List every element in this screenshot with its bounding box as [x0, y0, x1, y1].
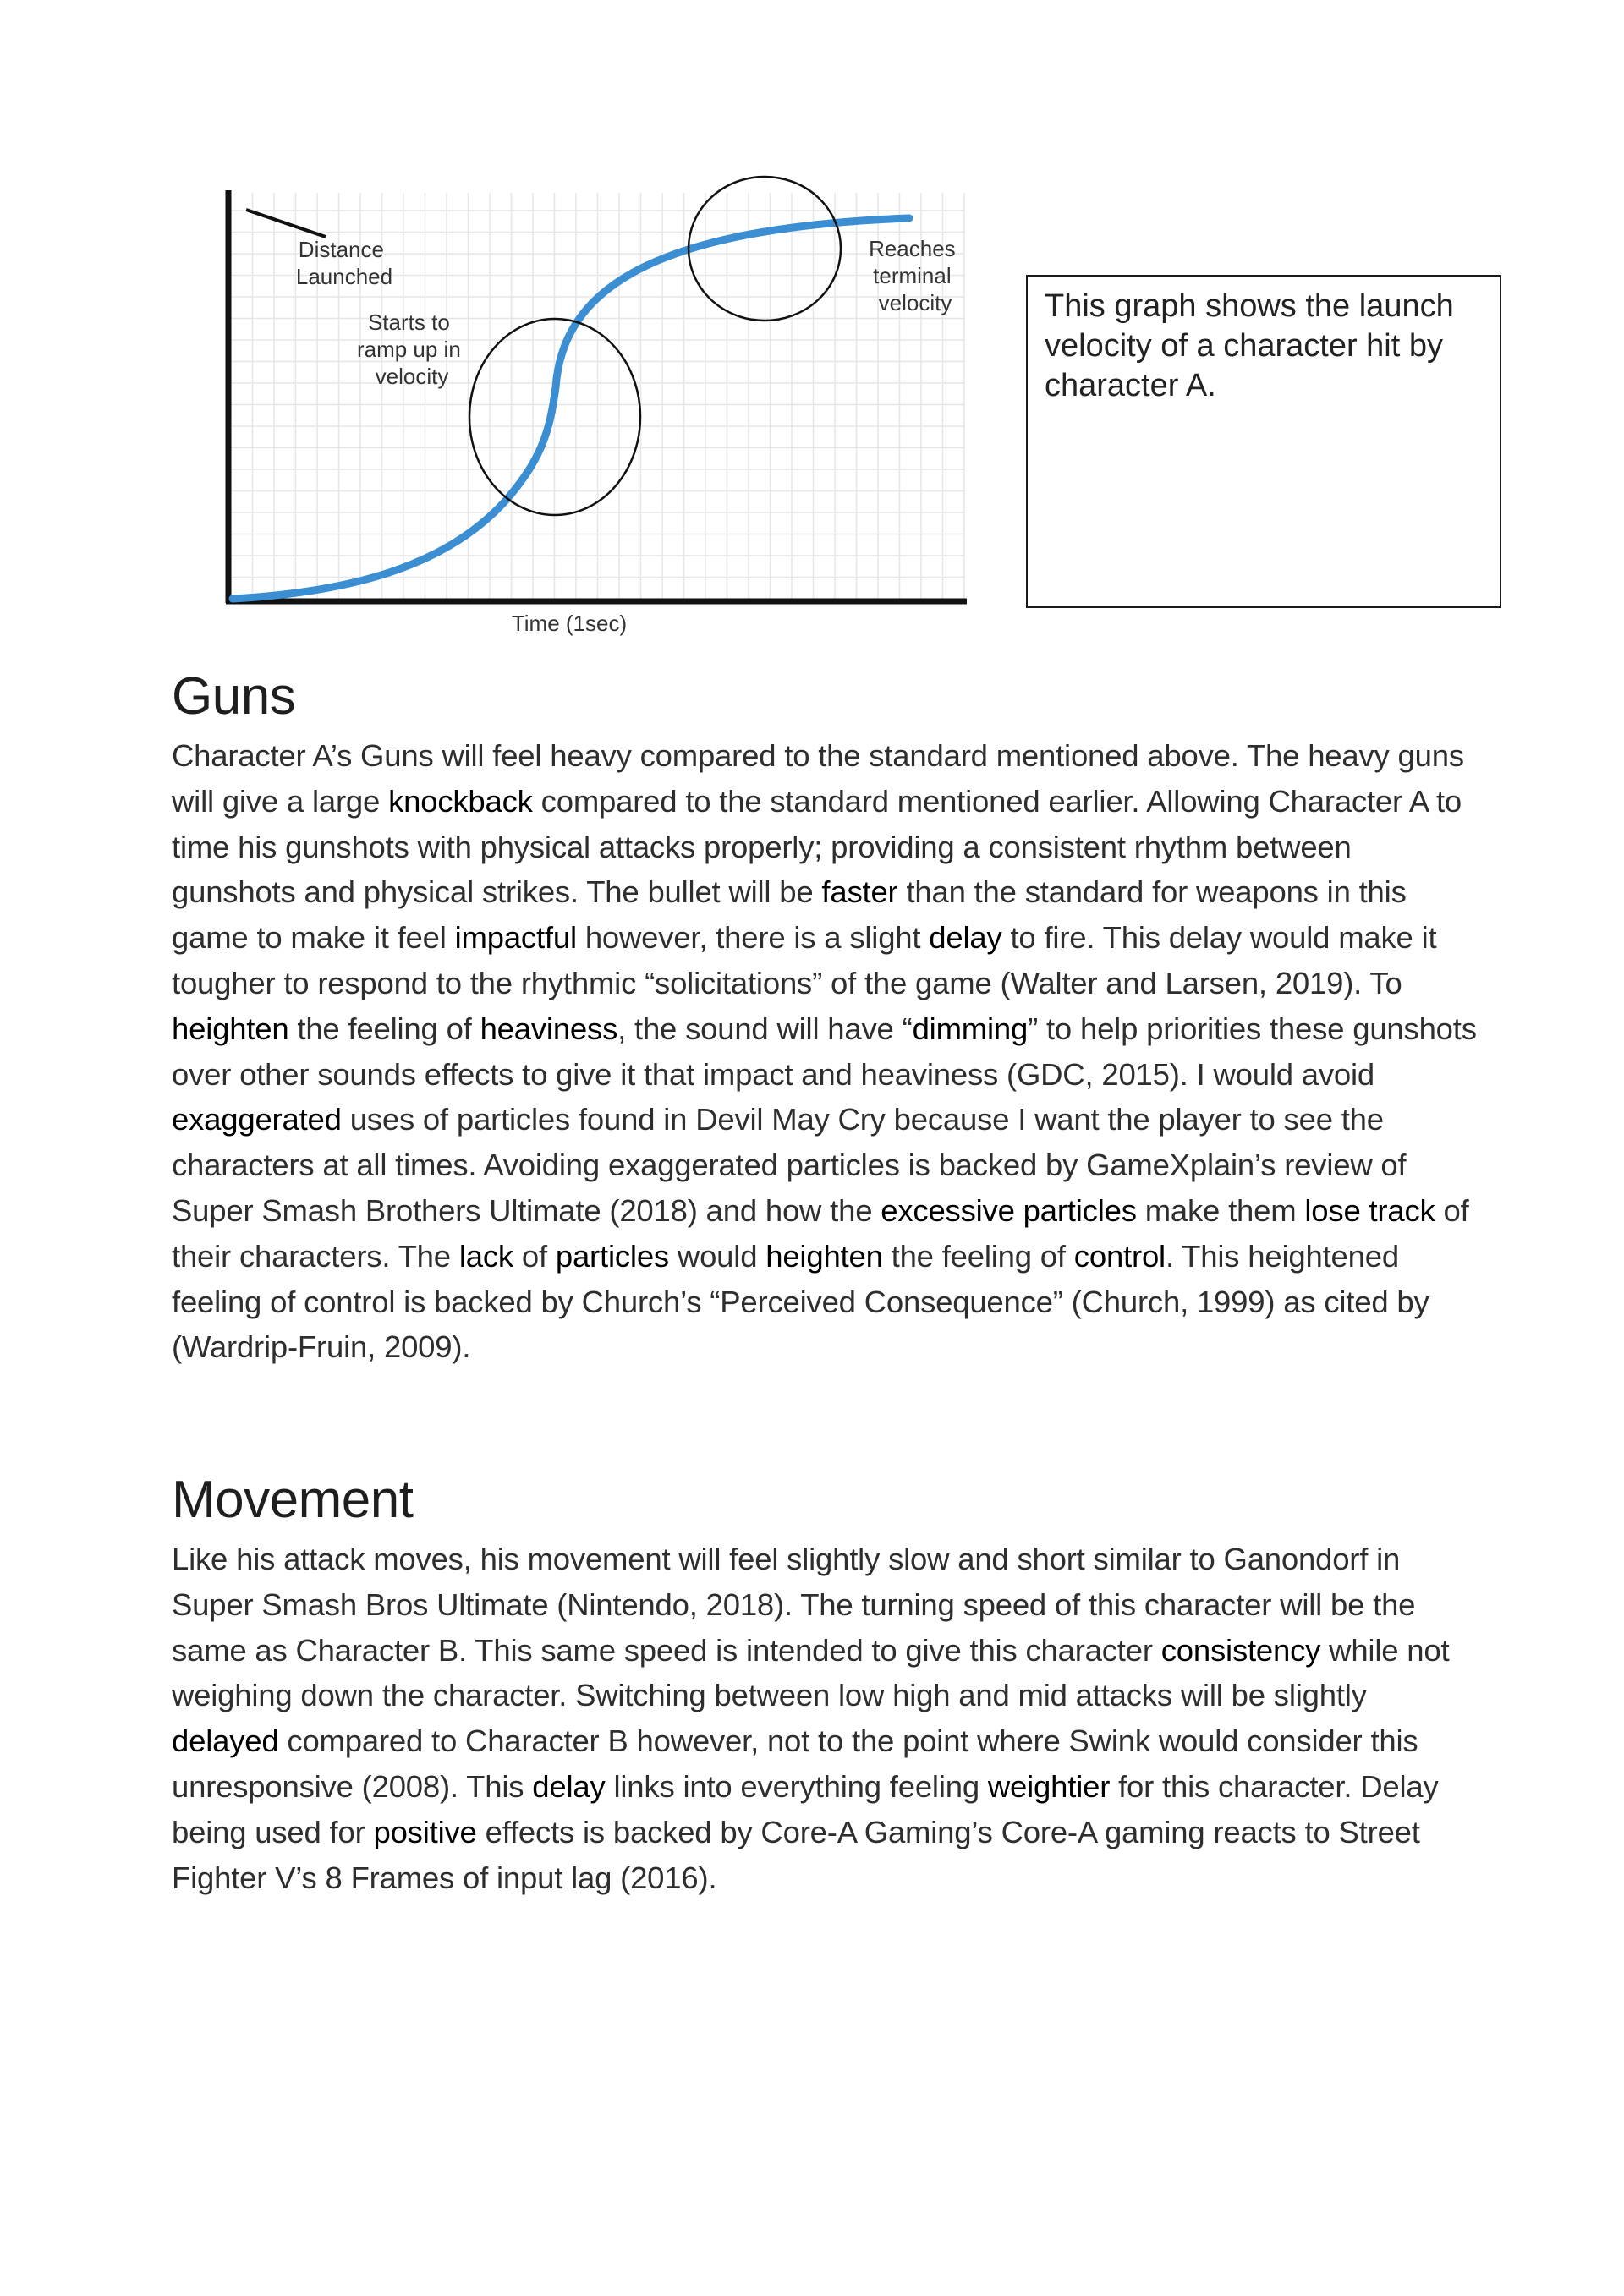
guns-paragraph: Character A’s Guns will feel heavy compared to the standard mentioned above. The heavy guns will give a large knockback compared to the standard mentioned earlier. Allowing Character A to time his gunshots with physical attacks properly; providing a consistent rhythm between gunshots and physical strikes. The bullet will be faster than the standard for weapons in this game to make it feel impactful however, there is a slight delay to fire. This delay would make it tougher to respond to the rhythmic “solicitations” of the game (Walter and Larsen, 2019). To heighten the feeling of heaviness, the sound will have “dimming” to help priorities these gunshots over other sounds effects to give it that impact and heaviness (GDC, 2015). I would avoid exaggerated uses of particles found in Devil May Cry because I want the player to see the characters at all times. Avoiding exaggerated particles is backed by GameXplain’s review of Super Smash Brothers Ultimate (2018) and how the excessive particles make them lose track of their characters. The lack of particles would heighten the feeling of control. This heightened feeling of control is backed by Church’s “Perceived Consequence” (Church, 1999) as cited by (Wardrip-Fruin, 2009). [172, 738, 1477, 1365]
highlighted-term: heaviness [480, 1011, 618, 1046]
guns-heading: Guns [172, 667, 296, 726]
y-axis-label-line-2: Launched [295, 264, 393, 289]
highlighted-term: lack [458, 1238, 513, 1274]
x-axis-label: Time (1sec) [511, 611, 628, 636]
highlighted-term: delay [929, 920, 1002, 956]
highlighted-term: delay [532, 1768, 606, 1804]
highlighted-term: knockback [388, 783, 533, 819]
highlighted-term: particles [555, 1238, 669, 1274]
highlighted-term: impactful [454, 920, 577, 956]
highlighted-term: heighten [172, 1011, 289, 1046]
ramp-annotation [357, 310, 467, 389]
highlighted-term: positive [373, 1814, 477, 1849]
terminal-annotation-line-3: velocity [878, 290, 952, 315]
highlighted-term: exaggerated [172, 1102, 342, 1137]
highlighted-term: weightier [987, 1768, 1111, 1804]
guns-section [172, 664, 1479, 1370]
highlighted-term: dimming [912, 1011, 1029, 1046]
terminal-velocity-circle [689, 177, 841, 321]
highlighted-term: lose track [1304, 1192, 1435, 1228]
highlighted-term: delayed [172, 1723, 279, 1759]
terminal-annotation [869, 236, 962, 315]
highlighted-term: consistency [1160, 1632, 1321, 1668]
figure-caption-text: This graph shows the launch velocity of a character hit by character A. [1045, 288, 1454, 403]
y-axis-label [296, 237, 392, 289]
highlighted-term: heighten [765, 1238, 883, 1274]
movement-paragraph: Like his attack moves, his movement will feel slightly slow and short similar to Ganondorf in Super Smash Bros Ultimate (Nintendo, 2018). The turning speed of this character will be the same as Character B. This same speed is intended to give this character consistency while not weighing down the character. Switching between low high and mid attacks will be slightly delayed compared to Character B however, not to the point where Swink would consider this unresponsive (2008). This delay links into everything feeling weightier for this character. Delay being used for positive effects is backed by Core-A Gaming’s Core-A gaming reacts to Street Fighter V’s 8 Frames of input lag (2016). [172, 1542, 1450, 1895]
ramp-annotation-line-2: ramp up in [356, 337, 461, 362]
ramp-annotation-line-1: Starts to [367, 310, 450, 335]
movement-section [172, 1467, 1479, 1900]
highlighted-term: excessive particles [881, 1192, 1137, 1228]
movement-heading: Movement [172, 1471, 414, 1529]
ramp-annotation-line-3: velocity [375, 364, 449, 389]
figure-svg [165, 161, 994, 647]
y-axis-label-line-1: Distance [298, 237, 384, 262]
highlighted-term: faster [821, 874, 898, 910]
terminal-annotation-line-1: Reaches [869, 236, 956, 261]
terminal-annotation-line-2: terminal [873, 263, 952, 288]
launch-velocity-figure [165, 161, 994, 647]
figure-caption-box [1026, 275, 1501, 608]
highlighted-term: control [1073, 1238, 1166, 1274]
